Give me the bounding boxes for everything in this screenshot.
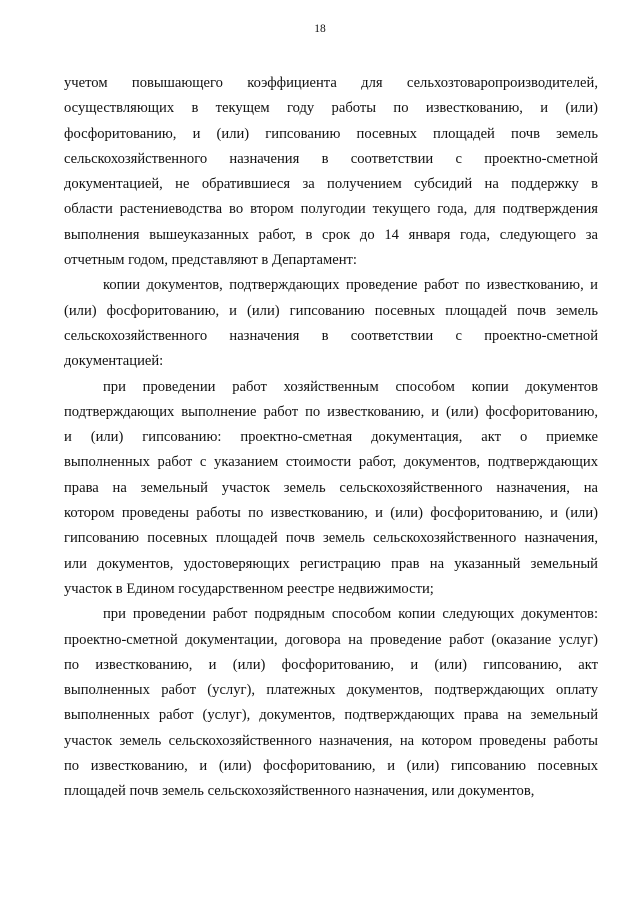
text-line: или документов, удостоверяющих регистрацию прав на указанный земельный	[64, 555, 598, 572]
page-number: 18	[314, 23, 326, 35]
paragraph	[64, 273, 598, 374]
text-line: участок земель сельскохозяйственного назначения, на котором проведены работы	[64, 732, 598, 749]
text-line: и (или) гипсованию: проектно-сметная документация, акт о приемке	[64, 429, 598, 446]
text-line: сельскохозяйственного назначения в соответствии с проектно-сметной	[64, 327, 598, 344]
text-line: участок в Едином государственном реестре недвижимости;	[64, 580, 434, 597]
text-line: по известкованию, и (или) фосфоритованию, и (или) гипсованию посевных	[64, 758, 598, 775]
text-line: при проведении работ подрядным способом копии следующих документов:	[103, 606, 598, 623]
text-line: при проведении работ хозяйственным способом копии документов	[103, 378, 598, 395]
document-body	[64, 71, 598, 805]
text-line: сельскохозяйственного назначения в соответствии с проектно-сметной	[64, 150, 598, 167]
text-line: документацией, не обратившиеся за получением субсидий на поддержку в	[64, 176, 598, 193]
text-line: копии документов, подтверждающих проведение работ по известкованию, и	[103, 277, 598, 294]
paragraph	[64, 375, 598, 603]
paragraph	[64, 602, 598, 804]
text-line: документацией:	[64, 353, 164, 370]
text-line: выполненных работ (услуг), платежных документов, подтверждающих оплату	[64, 682, 598, 699]
text-line: площадей почв земель сельскохозяйственного назначения, или документов,	[64, 783, 535, 800]
text-line: выполнения вышеуказанных работ, в срок до 14 января года, следующего за	[64, 226, 598, 243]
text-line: отчетным годом, представляют в Департамент:	[64, 252, 357, 269]
text-line: осуществляющих в текущем году работы по известкованию, и (или)	[64, 100, 598, 117]
text-line: области растениеводства во втором полугодии текущего года, для подтверждения	[64, 201, 598, 218]
text-line: выполненных работ (услуг), документов, подтверждающих права на земельный	[64, 707, 598, 724]
text-line: проектно-сметной документации, договора на проведение работ (оказание услуг)	[64, 631, 598, 648]
text-line: подтверждающих выполнение работ по известкованию, и (или) фосфоритованию,	[64, 403, 598, 420]
text-line: права на земельный участок земель сельскохозяйственного назначения, на	[64, 479, 598, 496]
text-line: фосфоритованию, и (или) гипсованию посевных площадей почв земель	[64, 125, 598, 142]
text-line: выполненных работ с указанием стоимости работ, документов, подтверждающих	[64, 454, 598, 471]
paragraph	[64, 71, 598, 273]
text-line: котором проведены работы по известкованию, и (или) фосфоритованию, и (или)	[64, 505, 598, 522]
text-line: гипсованию посевных площадей почв земель сельскохозяйственного назначения,	[64, 530, 598, 547]
text-line: учетом повышающего коэффициента для сельхозтоваропроизводителей,	[64, 75, 598, 91]
text-line: (или) фосфоритованию, и (или) гипсованию посевных площадей почв земель	[64, 302, 598, 319]
text-line: по известкованию, и (или) фосфоритованию, и (или) гипсованию, акт	[64, 656, 598, 673]
